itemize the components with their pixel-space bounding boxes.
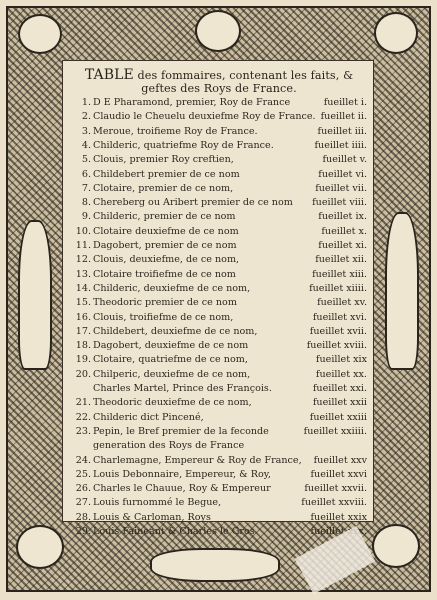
entry-folio: fueillet v. — [322, 154, 367, 166]
entry-text: Clouis, troifiefme de ce nom, — [93, 311, 234, 323]
entry-folio: fueillet xxviii. — [301, 497, 367, 509]
entry-folio: fueillet xiii. — [312, 268, 367, 280]
entry-folio: fueillet i. — [323, 97, 367, 108]
toc-entry — [63, 412, 375, 424]
toc-entry — [63, 283, 375, 295]
entry-folio: fueillet xv. — [317, 297, 367, 309]
entry-folio: fueillet xxvi — [310, 468, 367, 480]
entry-folio: fueillet iii. — [317, 125, 367, 137]
toc-entry — [63, 269, 375, 281]
toc-entry — [63, 126, 375, 138]
toc-entry — [63, 340, 375, 352]
entry-text: Dagobert, deuxiefme de ce nom — [93, 340, 249, 352]
entry-folio: fueillet xxii — [312, 397, 367, 409]
entry-folio: fueillet iiii. — [314, 139, 367, 151]
toc-entry — [63, 197, 375, 209]
entry-text: Dagobert, premier de ce nom — [93, 240, 237, 251]
entry-text: Clouis, deuxiefme, de ce nom, — [93, 254, 240, 266]
toc-entry — [63, 254, 375, 266]
toc-entry — [63, 169, 375, 181]
entry-text: Charles le Chauue, Roy & Empereur — [93, 483, 271, 495]
entry-text: Theodoric deuxiefme de ce nom, — [93, 397, 252, 409]
entry-folio: fueillet ix. — [318, 211, 367, 223]
entry-folio: fueillet viii. — [312, 197, 367, 209]
entry-number: 23. — [75, 425, 91, 437]
toc-entry — [63, 297, 375, 309]
corner-ornament-top-left — [18, 14, 62, 54]
entry-folio: fueillet xvii. — [309, 325, 367, 337]
toc-entry — [63, 455, 375, 467]
table-of-contents-panel — [62, 60, 374, 537]
corner-ornament-top-right — [374, 12, 418, 54]
entry-text: Louis & Carloman, Roys — [93, 511, 211, 523]
entry-text: Charlemagne, Empereur & Roy de France, — [93, 454, 302, 466]
entry-number: 15. — [75, 297, 91, 309]
entry-folio: fueillet xxiiii. — [303, 425, 367, 437]
entry-text: Claudio le Cheuelu deuxiefme Roy de France. — [93, 111, 316, 123]
entry-text: Louis Faineant & Charles le Gros — [93, 526, 255, 537]
toc-entry — [63, 154, 375, 166]
entry-number: 19. — [75, 354, 91, 366]
entry-number: 3. — [81, 125, 91, 137]
toc-entry — [63, 211, 375, 223]
entry-text: Childeric, premier de ce nom — [93, 211, 236, 223]
entry-number: 12. — [75, 254, 91, 266]
entry-folio: fueillet xx. — [315, 368, 367, 380]
entry-folio: fueillet xix — [315, 354, 367, 366]
entry-folio: fueillet xxiii — [309, 411, 367, 423]
toc-entry — [63, 183, 375, 195]
toc-entry — [63, 354, 375, 366]
toc-entry — [63, 397, 375, 409]
entry-text: Chereberg ou Aribert premier de ce nom — [93, 197, 293, 209]
entry-text: Theodoric premier de ce nom — [93, 297, 237, 309]
title-line-1-text: des fommaires, contenant les faits, & — [137, 69, 354, 82]
entry-number: 24. — [75, 454, 91, 466]
standing-figure-right — [385, 212, 419, 370]
entry-text: Meroue, troifieme Roy de France. — [93, 125, 258, 137]
entry-folio: fueillet xxix — [310, 511, 367, 523]
title-first-word: TABLE — [84, 67, 134, 83]
toc-entry — [63, 497, 375, 509]
entry-number: 2. — [81, 111, 91, 123]
entry-text: D E Pharamond, premier, Roy de France — [93, 97, 291, 108]
entry-text: Louis Debonnaire, Empereur, & Roy, — [93, 468, 271, 480]
entry-number: 25. — [75, 468, 91, 480]
toc-entry — [63, 512, 375, 524]
entry-text: Louis furnommé le Begue, — [93, 497, 222, 509]
toc-entry — [63, 240, 375, 252]
entry-text: Childeric dict Pincené, — [93, 411, 204, 423]
toc-entry — [63, 97, 375, 109]
entry-number: 1. — [81, 97, 91, 108]
toc-entry — [63, 440, 375, 452]
entry-text: Clotaire troifiefme de ce nom — [93, 268, 236, 280]
entry-number: 10. — [75, 225, 91, 237]
toc-entry — [63, 383, 375, 395]
toc-entry — [63, 312, 375, 324]
figure-ornament-bottom-center — [150, 548, 280, 582]
toc-entry — [63, 469, 375, 481]
entry-number: 28. — [75, 511, 91, 523]
entry-folio: fueillet xviii. — [306, 340, 367, 352]
entry-number: 16. — [75, 311, 91, 323]
entry-number: 26. — [75, 483, 91, 495]
entry-folio: fueillet xvi. — [312, 311, 367, 323]
entry-text: Chilperic, deuxiefme de ce nom, — [93, 368, 251, 380]
entry-number: 5. — [81, 154, 91, 166]
entry-number: 8. — [81, 197, 91, 209]
entry-folio: fueillet vi. — [318, 168, 367, 180]
corner-ornament-bottom-left — [16, 525, 64, 569]
entry-number: 13. — [75, 268, 91, 280]
entry-folio: fueillet xxx. — [310, 526, 367, 537]
toc-entry — [63, 111, 375, 123]
entry-text: Childebert, deuxiefme de ce nom, — [93, 325, 258, 337]
entry-text: Childeric, quatriefme Roy de France. — [93, 139, 274, 151]
entry-text: Clotaire deuxiefme de ce nom — [93, 225, 239, 237]
entry-text: Charles Martel, Prince des François. — [93, 383, 272, 394]
entry-number: 6. — [81, 168, 91, 180]
entry-text: Childebert premier de ce nom — [93, 168, 240, 180]
entry-text: Pepin, le Bref premier de la feconde — [93, 425, 269, 437]
mask-ornament-top-center — [195, 10, 241, 52]
entry-folio: fueillet xxvii. — [304, 483, 367, 495]
entry-text: generation des Roys de France — [93, 440, 245, 452]
entry-folio: fueillet xxi. — [312, 383, 367, 394]
entry-folio: fueillet xii. — [315, 254, 367, 266]
corner-ornament-bottom-right — [372, 524, 420, 568]
entry-number: 20. — [75, 368, 91, 380]
title-line-1 — [63, 67, 375, 83]
toc-entry — [63, 426, 375, 438]
entry-folio: fueillet ii. — [320, 111, 367, 123]
entry-folio: fueillet xxv — [313, 454, 367, 466]
entry-number: 9. — [81, 211, 91, 223]
entry-text: Clotaire, premier de ce nom, — [93, 182, 234, 194]
entry-number: 18. — [75, 340, 91, 352]
entry-text: Clouis, premier Roy creftien, — [93, 154, 234, 166]
toc-entry — [63, 140, 375, 152]
title-line-2: geftes des Roys de France. — [141, 82, 297, 95]
entry-number: 29. — [75, 526, 91, 537]
entry-number: 22. — [75, 411, 91, 423]
entry-number: 21. — [75, 397, 91, 409]
entry-number: 7. — [81, 182, 91, 194]
entry-text: Childeric, deuxiefme de ce nom, — [93, 282, 251, 294]
entry-folio: fueillet xiiii. — [309, 282, 367, 294]
toc-entry — [63, 226, 375, 238]
entry-folio: fueillet vii. — [315, 182, 367, 194]
entry-number: 11. — [75, 240, 91, 251]
entry-number: 4. — [81, 139, 91, 151]
toc-entry — [63, 483, 375, 495]
toc-entry — [63, 326, 375, 338]
entry-folio: fueillet xi. — [318, 240, 367, 251]
entry-number: 27. — [75, 497, 91, 509]
entry-text: Clotaire, quatriefme de ce nom, — [93, 354, 248, 366]
toc-entry — [63, 369, 375, 381]
standing-figure-left — [18, 220, 52, 370]
entry-number: 14. — [75, 282, 91, 294]
toc-entry — [63, 526, 375, 538]
entry-folio: fueillet x. — [321, 225, 367, 237]
entry-number: 17. — [75, 325, 91, 337]
